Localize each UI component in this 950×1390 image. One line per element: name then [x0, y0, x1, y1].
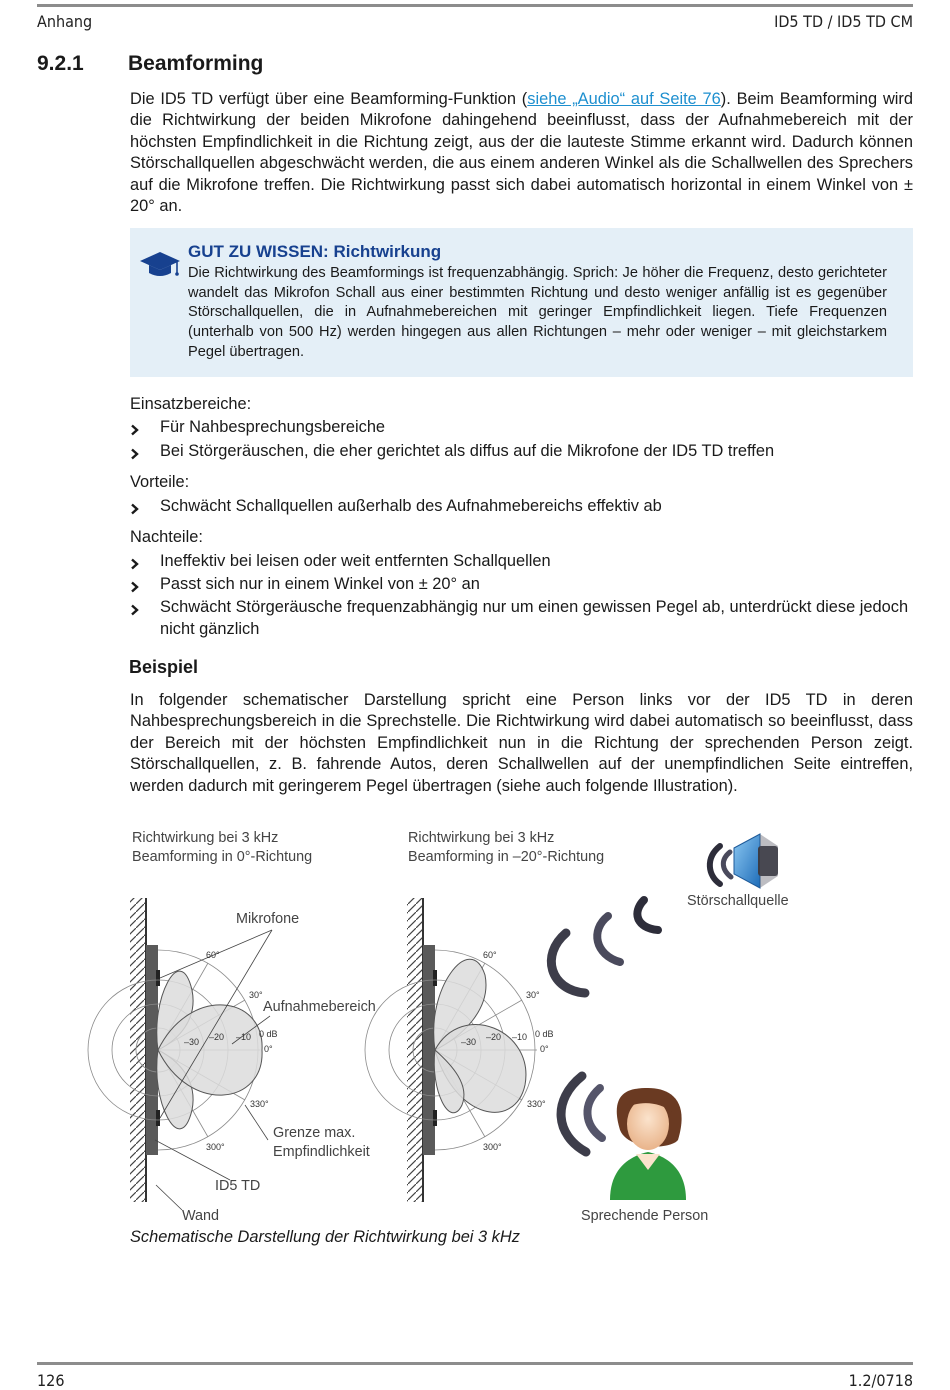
page-number: 126	[37, 1371, 65, 1390]
label-aufnahmebereich: Aufnahmebereich	[263, 999, 376, 1015]
list-item: Für Nahbesprechungsbereiche	[130, 416, 913, 438]
label-grenze-2: Empfindlichkeit	[273, 1144, 370, 1160]
left-db-10: –10	[236, 1032, 252, 1042]
right-db-30: –30	[461, 1037, 477, 1047]
page-footer	[37, 1362, 913, 1390]
left-mic-top	[156, 970, 160, 986]
person-icon	[610, 1088, 686, 1200]
list-item: Bei Störgeräuschen, die eher gerichtet als diffus auf die Mikrofone der ID5 TD treffen	[130, 440, 913, 462]
list-item: Ineffektiv bei leisen oder weit entfernten Schallquellen	[130, 550, 913, 572]
left-angle-330: 330°	[250, 1099, 269, 1109]
right-mic-top	[433, 970, 437, 986]
right-angle-330: 330°	[527, 1099, 546, 1109]
header-chapter: Anhang	[37, 12, 93, 31]
section-title: Beamforming	[128, 52, 264, 75]
label-wand: Wand	[182, 1208, 220, 1224]
einsatz-label: Einsatzbereiche:	[130, 395, 252, 413]
left-beam-lobes	[157, 971, 262, 1129]
right-title-line2: Beamforming in –20°-Richtung	[408, 849, 605, 865]
right-wall	[407, 898, 423, 1202]
left-db-20: –20	[209, 1032, 225, 1042]
intro-text-end: ). Beim Beamforming wird die Richtwirkung der beiden Mikrofone dahingehend beeinflusst, dass der Aufnahmebereich mit der höchsten Empfindlichkeit in die Richtung zeigt, aus der die lauteste Stimme erkannt wird. Dadurch können Störschallquellen abgeschwächt werden, die aus einem anderen Winkel als die Schallwellen des Sprechers auf die Mikrofone treffen. Die Richtwirkung passt sich dabei automatisch horizontal in einem Winkel von ± 20° an.	[130, 90, 913, 216]
right-angle-60: 60°	[483, 950, 497, 960]
left-title-line1: Richtwirkung bei 3 kHz	[132, 830, 279, 846]
nachteile-label: Nachteile:	[130, 528, 203, 546]
note-title: GUT ZU WISSEN: Richtwirkung	[188, 242, 442, 261]
left-title-line2: Beamforming in 0°-Richtung	[132, 849, 313, 865]
right-mic-bottom	[433, 1110, 437, 1126]
label-id5td: ID5 TD	[215, 1178, 261, 1194]
list-item: Passt sich nur in einem Winkel von ± 20° an	[130, 573, 913, 595]
right-db-20: –20	[486, 1032, 502, 1042]
figure-caption: Schematische Darstellung der Richtwirkung bei 3 kHz	[130, 1228, 520, 1246]
vorteile-label: Vorteile:	[130, 473, 190, 491]
left-angle-0: 0°	[264, 1044, 273, 1054]
left-angle-300: 300°	[206, 1142, 225, 1152]
noise-sound-waves	[551, 846, 731, 993]
right-title-line1: Richtwirkung bei 3 kHz	[408, 830, 555, 846]
right-db-0: 0 dB	[535, 1029, 554, 1039]
right-db-10: –10	[512, 1032, 528, 1042]
label-sprechende-person: Sprechende Person	[581, 1208, 709, 1224]
section-number: 9.2.1	[37, 52, 84, 75]
intro-text-start: Die ID5 TD verfügt über eine Beamforming-Funktion (	[130, 90, 528, 108]
right-angle-0: 0°	[540, 1044, 549, 1054]
person-sound-waves	[561, 1076, 602, 1152]
left-angle-60: 60°	[206, 950, 220, 960]
left-mic-bottom	[156, 1110, 160, 1126]
label-stoerschallquelle: Störschallquelle	[687, 893, 789, 909]
note-text: Die Richtwirkung des Beamformings ist frequenzabhängig. Sprich: Je höher die Frequenz, desto gerichteter wandelt das Mikrofon Schall aus einer bestimmten Richtung und desto weniger anfällig ist es gegenüber Störschallquellen, die in Aufnahmebereichen mit geringer Empfindlichkeit liegen. Tiefe Frequenzen (unterhalb von 500 Hz) werden hingegen aus allen Richtungen – mehr oder weniger – mit gleichstarkem Pegel übertragen.	[188, 265, 887, 360]
left-db-30: –30	[184, 1037, 200, 1047]
audio-page-link[interactable]: siehe „Audio“ auf Seite 76	[527, 90, 721, 108]
document-version: 1.2/0718	[848, 1371, 913, 1390]
list-item: Schwächt Störgeräusche frequenzabhängig nur um einen gewissen Pegel ab, unterdrückt diese jedoch nicht gänzlich	[130, 596, 913, 640]
left-db-0: 0 dB	[259, 1029, 278, 1039]
right-angle-300: 300°	[483, 1142, 502, 1152]
list-item: Schwächt Schallquellen außerhalb des Aufnahmebereichs effektiv ab	[130, 495, 913, 517]
left-angle-30: 30°	[249, 990, 263, 1000]
label-grenze-1: Grenze max.	[273, 1125, 356, 1141]
example-paragraph: In folgender schematischer Darstellung spricht eine Person links vor der ID5 TD in deren Nahbesprechungsbereich in die Sprechstelle. Die Richtwirkung wird dabei automatisch so beeinflusst, dass der Bereich mit der höchsten Empfindlichkeit nun in die Richtung der sprechenden Person zeigt. Störschallquellen, z. B. fahrende Autos, deren Schallwellen auf der unempfindlichen Seite eintreffen, werden dadurch mit geringerem Pegel übertragen (siehe auch folgende Illustration).	[130, 691, 913, 795]
left-wall	[130, 898, 146, 1202]
speaker-icon	[734, 834, 778, 888]
right-angle-30: 30°	[526, 990, 540, 1000]
header-product: ID5 TD / ID5 TD CM	[774, 12, 913, 31]
example-heading: Beispiel	[129, 657, 199, 677]
label-mikrofone: Mikrofone	[236, 911, 300, 927]
